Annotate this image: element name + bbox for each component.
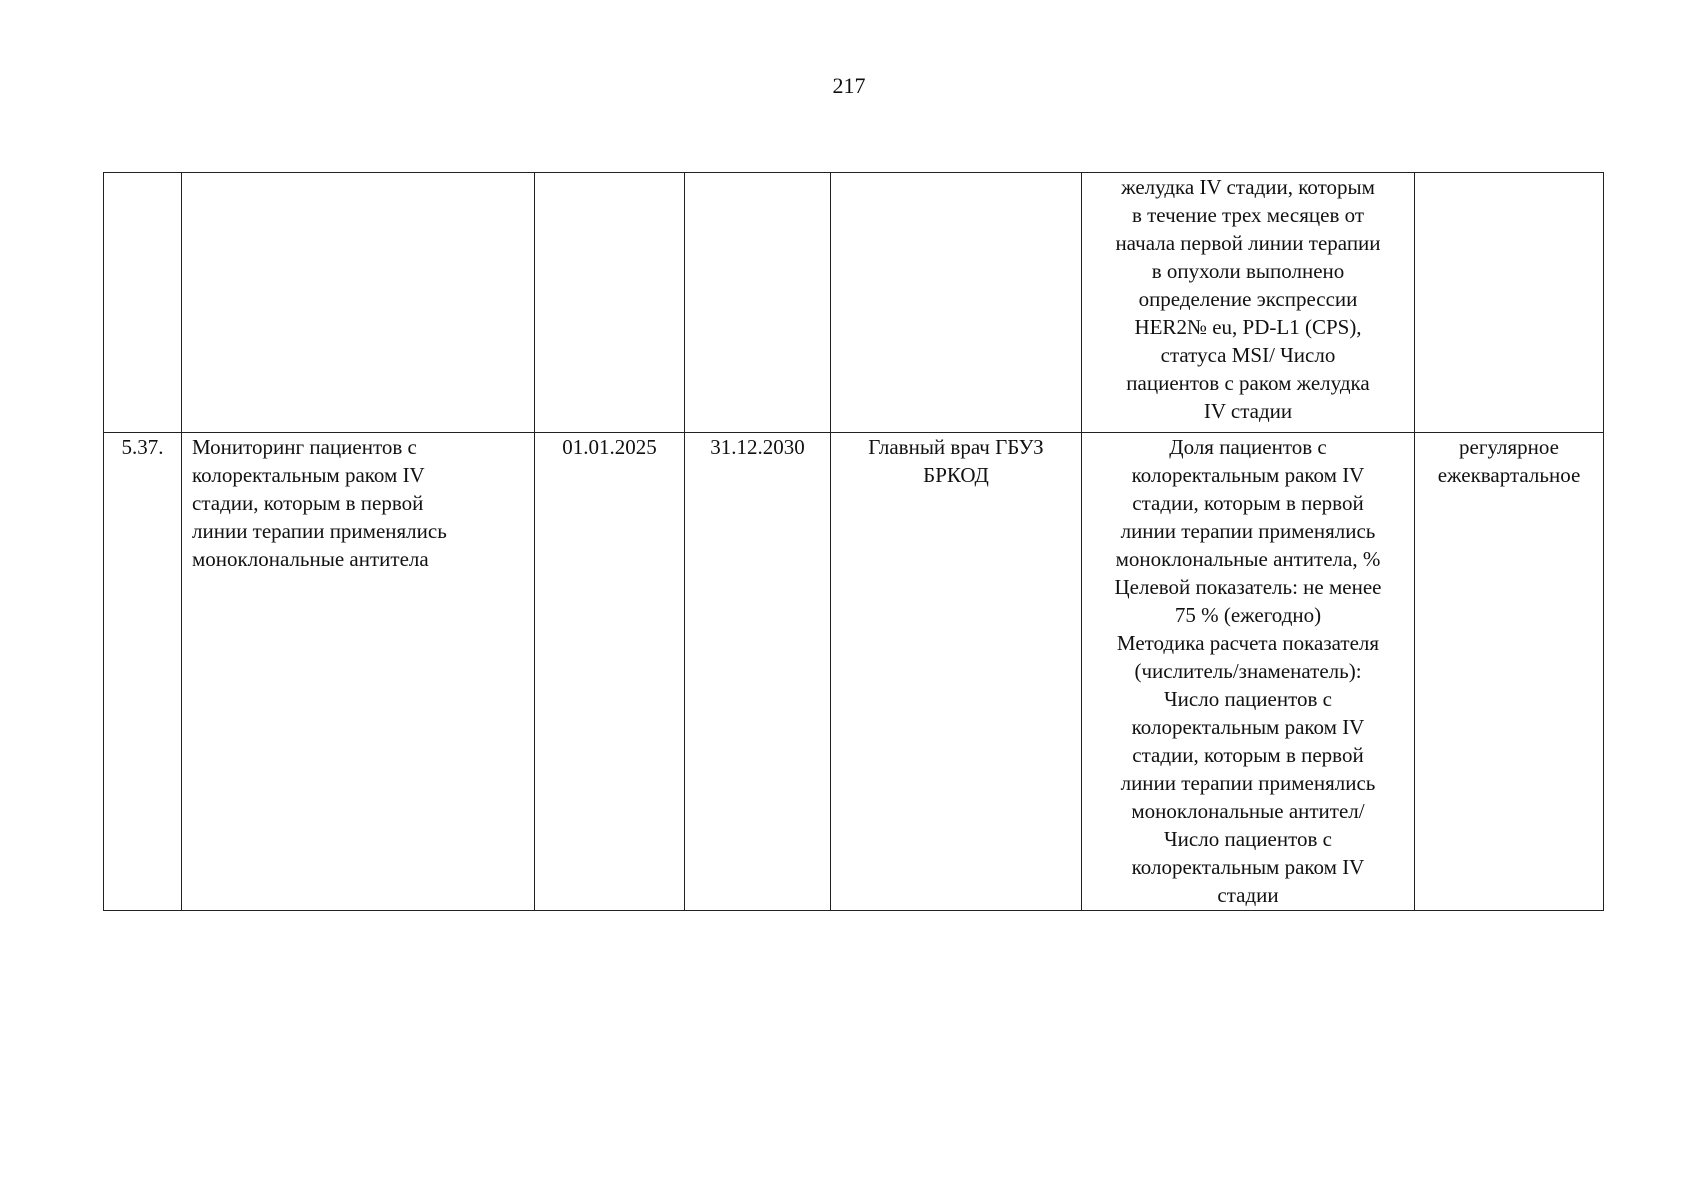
indicator-line: определение экспрессии	[1138, 287, 1358, 311]
indicator-line: Число пациентов с	[1164, 687, 1332, 711]
indicator-line: линии терапии применялись	[1120, 771, 1376, 795]
table-row	[104, 173, 1604, 433]
indicator-line: колоректальным раком IV	[1131, 855, 1365, 879]
event-line: колоректальным раком IV	[192, 463, 425, 487]
start-date-cell	[535, 173, 685, 433]
indicator-line: в течение трех месяцев от	[1131, 203, 1365, 227]
start-date-cell: 01.01.2025	[535, 433, 685, 911]
event-cell	[182, 433, 535, 911]
indicator-line: пациентов с раком желудка	[1126, 371, 1370, 395]
indicator-line: стадии, которым в первой	[1132, 491, 1364, 515]
indicator-line: моноклональные антител/	[1131, 799, 1365, 823]
indicator-line: колоректальным раком IV	[1131, 463, 1365, 487]
indicator-line: колоректальным раком IV	[1131, 715, 1365, 739]
periodicity-line: регулярное	[1459, 435, 1559, 459]
responsible-cell	[831, 433, 1082, 911]
row-number-cell	[104, 173, 182, 433]
responsible-cell	[831, 173, 1082, 433]
indicator-line: Доля пациентов с	[1169, 435, 1327, 459]
indicator-line: стадии	[1217, 883, 1279, 907]
responsible-line: Главный врач ГБУЗ	[868, 435, 1044, 459]
end-date-cell: 31.12.2030	[685, 433, 831, 911]
event-line: линии терапии применялись	[192, 519, 447, 543]
periodicity-cell	[1415, 173, 1604, 433]
row-number-cell: 5.37.	[104, 433, 182, 911]
table-row	[104, 433, 1604, 911]
indicator-line: моноклональные антитела, %	[1115, 547, 1381, 571]
event-cell	[182, 173, 535, 433]
indicator-line: Целевой показатель: не менее	[1114, 575, 1382, 599]
document-table	[103, 172, 1604, 911]
indicator-line: Методика расчета показателя	[1116, 631, 1380, 655]
indicator-line: линии терапии применялись	[1120, 519, 1376, 543]
event-line: стадии, которым в первой	[192, 491, 424, 515]
event-line: Мониторинг пациентов с	[192, 435, 417, 459]
page-number: 217	[832, 73, 866, 98]
periodicity-line: ежеквартальное	[1437, 463, 1581, 487]
indicator-cell	[1082, 173, 1415, 433]
indicator-line: в опухоли выполнено	[1151, 259, 1345, 283]
indicator-line: 75 % (ежегодно)	[1174, 603, 1322, 627]
event-line: моноклональные антитела	[192, 547, 429, 571]
indicator-line: IV стадии	[1203, 399, 1293, 423]
indicator-line: стадии, которым в первой	[1132, 743, 1364, 767]
responsible-line: БРКОД	[923, 463, 989, 487]
indicator-line: (числитель/знаменатель):	[1134, 659, 1362, 683]
indicator-line: желудка IV стадии, которым	[1121, 175, 1375, 199]
periodicity-cell	[1415, 433, 1604, 911]
indicator-cell	[1082, 433, 1415, 911]
indicator-line: Число пациентов с	[1164, 827, 1332, 851]
indicator-line: HER2№ eu, PD-L1 (CPS),	[1134, 315, 1362, 339]
indicator-line: начала первой линии терапии	[1115, 231, 1381, 255]
end-date-cell	[685, 173, 831, 433]
indicator-line: статуса MSI/ Число	[1160, 343, 1336, 367]
